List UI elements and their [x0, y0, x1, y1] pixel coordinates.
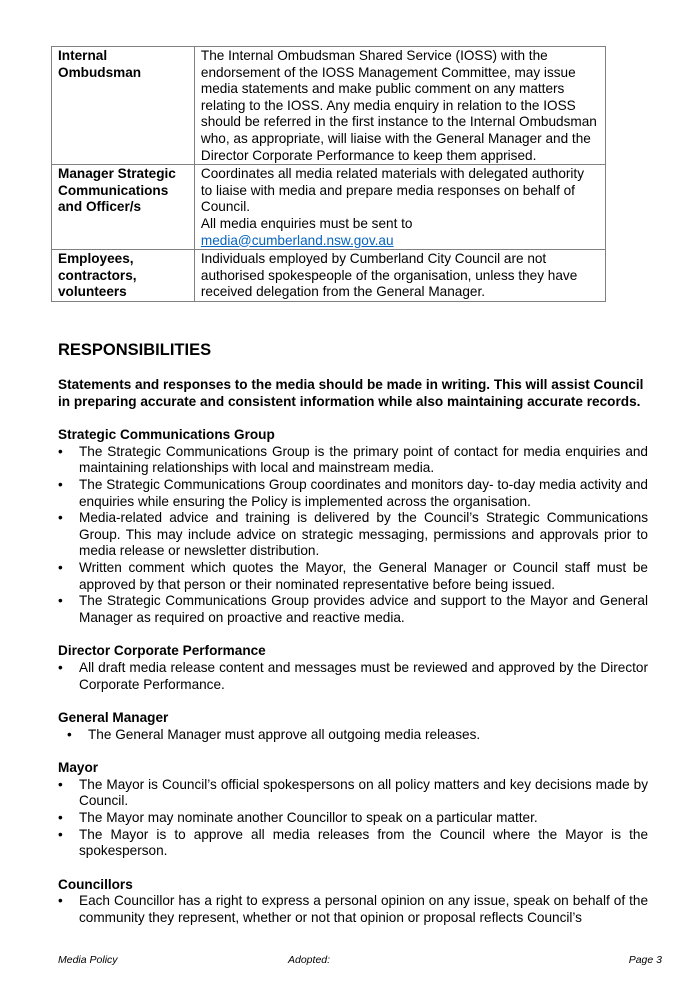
list-item-text: Written comment which quotes the Mayor, the General Manager or Council staff must be approved by that person or their nominated representative before being issued.	[79, 559, 648, 592]
list-item	[58, 660, 648, 693]
responsibilities-section	[58, 340, 648, 944]
role-name: Employees, contractors, volunteers	[58, 251, 137, 300]
page-footer	[58, 954, 662, 968]
list-item-text: The General Manager must approve all outgoing media releases.	[88, 726, 481, 742]
list-item	[58, 727, 648, 744]
roles-table	[51, 46, 606, 302]
description-cell	[194, 250, 605, 302]
description-text: Coordinates all media related materials with delegated authority to liaise with media and prepare media responses on behalf of Council.	[200, 166, 585, 215]
list-item-text: The Mayor is Council’s official spokespersons on all policy matters and key decisions made by Council.	[79, 776, 648, 809]
list-item-text: Media-related advice and training is delivered by the Council’s Strategic Communications Group. This may include advice on strategic messaging, permissions and approvals prior to media release or newsletter distribution.	[79, 510, 648, 559]
description-text: Individuals employed by Cumberland City Council are not authorised spokespeople of the organisation, unless they have received delegation from the General Manager.	[200, 251, 578, 300]
list-item-text: The Strategic Communications Group coordinates and monitors day- to-day media activity and enquiries while ensuring the Policy is implemented across the organisation.	[79, 476, 648, 509]
description-text: All media enquiries must be sent to	[200, 215, 413, 231]
footer-document-title: Media Policy	[58, 954, 118, 966]
role-cell	[52, 47, 195, 165]
media-email-link[interactable]: media@cumberland.nsw.gov.au	[200, 232, 394, 248]
list-item	[58, 893, 648, 926]
bullet-icon: •	[58, 476, 63, 492]
list-item	[58, 777, 648, 810]
list-item	[58, 593, 648, 626]
list-item	[58, 510, 648, 560]
role-cell	[52, 165, 195, 250]
footer-adopted: Adopted:	[288, 954, 331, 966]
table-row	[52, 165, 606, 250]
bullet-list	[58, 444, 648, 627]
description-text: The Internal Ombudsman Shared Service (IOSS) with the endorsement of the IOSS Management Committee, may issue media statements and make public comment on any matters relating to the IOSS. Any media enquiry in relation to the IOSS should be referred in the first instance to the Internal Ombudsman who, as appropriate, will liaise with the General Manager and the Director Corporate Performance to keep them apprised.	[200, 48, 597, 163]
list-item	[58, 477, 648, 510]
bullet-list	[58, 893, 648, 926]
bullet-list	[58, 727, 648, 744]
bullet-icon: •	[58, 893, 63, 909]
list-item-text: The Mayor may nominate another Councillor to speak on a particular matter.	[79, 810, 538, 826]
description-cell	[194, 47, 605, 165]
list-item	[58, 810, 648, 827]
bullet-list	[58, 660, 648, 693]
group-heading: Councillors	[58, 876, 133, 892]
role-name: Manager Strategic Communications and Officer/s	[58, 166, 176, 215]
bullet-icon: •	[58, 776, 63, 792]
group-general-manager	[58, 710, 648, 743]
group-councillors	[58, 877, 648, 927]
bullet-list	[58, 777, 648, 860]
table-row	[52, 47, 606, 165]
list-item	[58, 827, 648, 860]
group-heading: Strategic Communications Group	[58, 427, 275, 443]
description-cell	[194, 165, 605, 250]
group-heading: Mayor	[58, 760, 99, 776]
footer-page-number: Page 3	[628, 954, 662, 966]
list-item	[58, 444, 648, 477]
list-item-text: The Strategic Communications Group is the primary point of contact for media enquiries and maintaining relationships with local and mainstream media.	[79, 443, 648, 476]
list-item-text: The Strategic Communications Group provides advice and support to the Mayor and General Manager as required on proactive and reactive media.	[79, 593, 648, 625]
group-strategic-communications	[58, 427, 648, 626]
table-row	[52, 250, 606, 302]
section-heading: RESPONSIBILITIES	[58, 341, 212, 359]
role-name: Internal Ombudsman	[58, 48, 142, 80]
bullet-icon: •	[58, 443, 63, 459]
group-mayor	[58, 760, 648, 860]
group-heading: General Manager	[58, 710, 169, 726]
intro-paragraph: Statements and responses to the media should be made in writing. This will assist Council in preparing accurate and consistent information while also maintaining accurate records.	[58, 377, 644, 409]
list-item-text: The Mayor is to approve all media releases from the Council where the Mayor is the spokesperson.	[79, 826, 648, 859]
group-director-corporate-performance	[58, 643, 648, 693]
bullet-icon: •	[58, 659, 63, 675]
list-item	[58, 560, 648, 593]
bullet-icon: •	[58, 810, 63, 826]
bullet-icon: •	[67, 726, 72, 742]
bullet-icon: •	[58, 826, 63, 842]
bullet-icon: •	[58, 593, 63, 609]
bullet-icon: •	[58, 510, 63, 526]
list-item-text: All draft media release content and messages must be reviewed and approved by the Director Corporate Performance.	[79, 659, 648, 692]
list-item-text: Each Councillor has a right to express a personal opinion on any issue, speak on behalf of the community they represent, whether or not that opinion or proposal reflects Council’s	[79, 893, 648, 926]
role-cell	[52, 250, 195, 302]
bullet-icon: •	[58, 559, 63, 575]
group-heading: Director Corporate Performance	[58, 643, 266, 659]
